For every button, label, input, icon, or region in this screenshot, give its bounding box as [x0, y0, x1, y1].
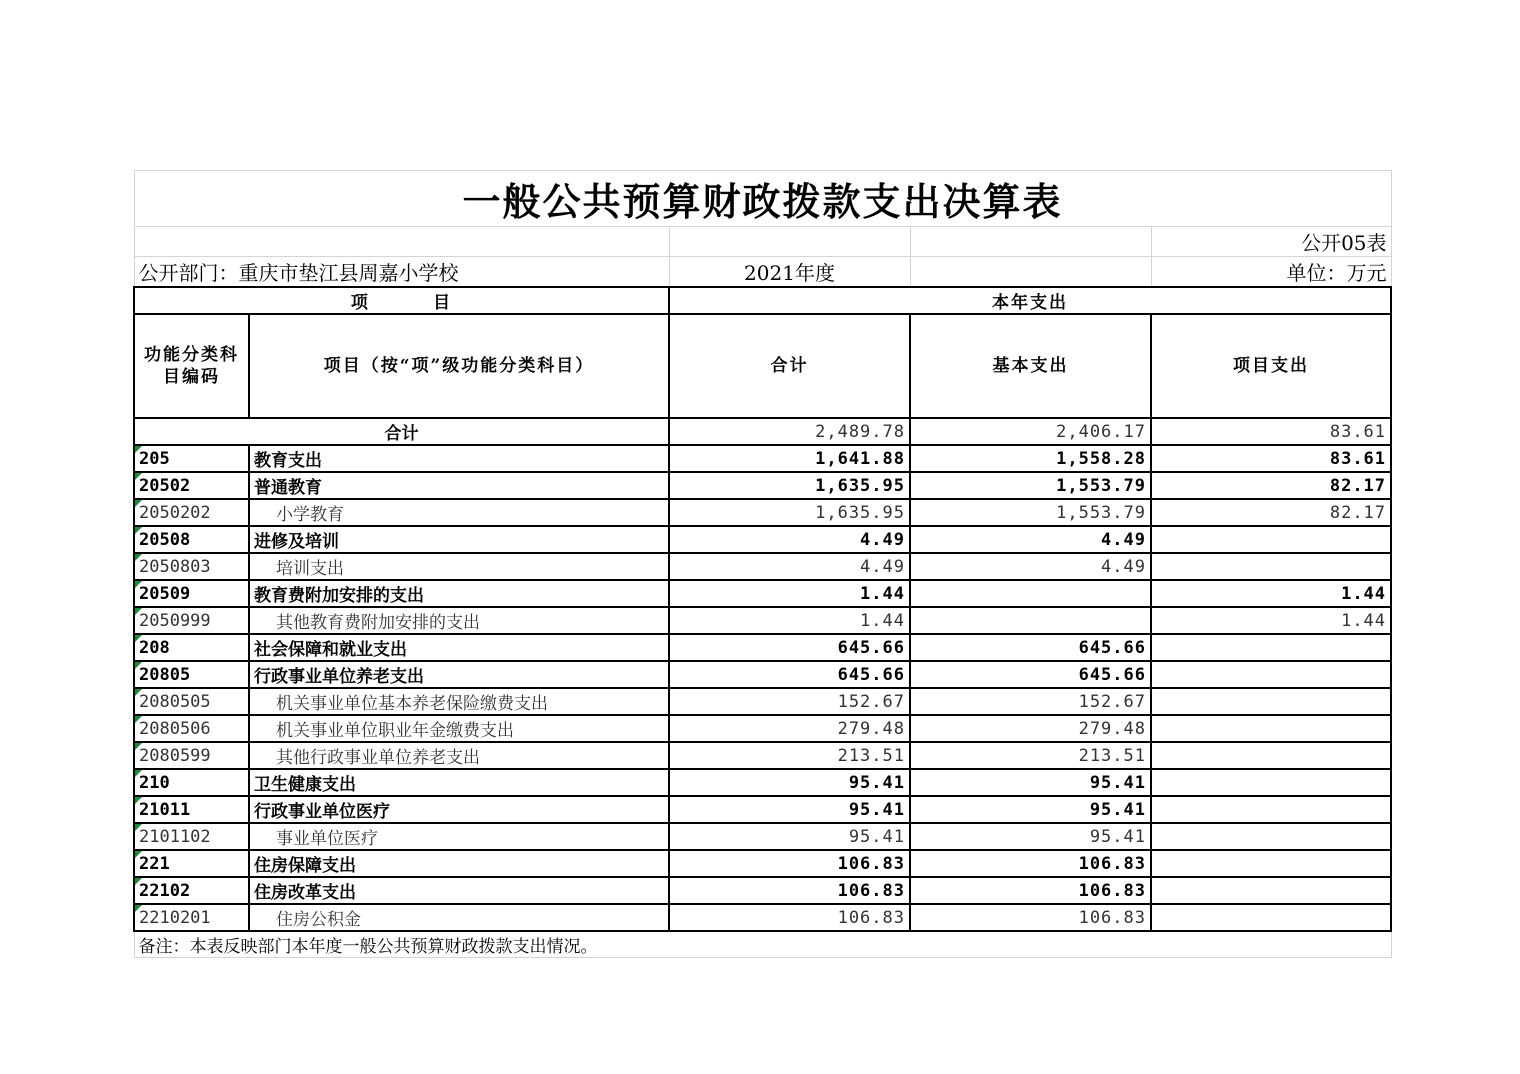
table-row: [134, 553, 1391, 580]
row-total: 1,635.95: [669, 499, 910, 526]
row-code: 20509: [134, 580, 249, 607]
table-row: [134, 850, 1391, 877]
cell-marker-icon: [135, 608, 142, 615]
table-row: [134, 796, 1391, 823]
row-total: 213.51: [669, 742, 910, 769]
header-total: 合计: [669, 314, 910, 418]
row-total: 1,641.88: [669, 445, 910, 472]
footnote: 备注：本表反映部门本年度一般公共预算财政拨款支出情况。: [134, 931, 1391, 958]
row-name: 其他行政事业单位养老支出: [249, 742, 669, 769]
row-code: 208: [134, 634, 249, 661]
row-name: 教育费附加安排的支出: [249, 580, 669, 607]
row-name: 住房保障支出: [249, 850, 669, 877]
table-row: [134, 769, 1391, 796]
row-basic: 645.66: [910, 634, 1151, 661]
row-basic: 1,553.79: [910, 472, 1151, 499]
total-sum: 2,489.78: [669, 418, 910, 445]
row-project: 83.61: [1151, 445, 1391, 472]
cell-marker-icon: [135, 689, 142, 696]
cell-marker-icon: [135, 905, 142, 912]
row-name: 培训支出: [249, 553, 669, 580]
blank-cell: [910, 257, 1151, 288]
budget-table: [133, 170, 1392, 958]
table-row: [134, 715, 1391, 742]
row-project: [1151, 877, 1391, 904]
row-code: 210: [134, 769, 249, 796]
table-row: [134, 445, 1391, 472]
row-basic: 106.83: [910, 877, 1151, 904]
row-project: [1151, 634, 1391, 661]
row-basic: 213.51: [910, 742, 1151, 769]
row-project: [1151, 715, 1391, 742]
row-code: 2080506: [134, 715, 249, 742]
row-project: [1151, 769, 1391, 796]
department-label: 公开部门：重庆市垫江县周嘉小学校: [134, 257, 669, 288]
table-row: [134, 580, 1391, 607]
row-basic: [910, 607, 1151, 634]
row-total: 95.41: [669, 769, 910, 796]
row-project: [1151, 796, 1391, 823]
table-row: [134, 472, 1391, 499]
row-total: 106.83: [669, 850, 910, 877]
table-number: 公开05表: [1151, 227, 1391, 257]
blank-cell: [134, 227, 669, 257]
row-code: 2080599: [134, 742, 249, 769]
cell-marker-icon: [135, 662, 142, 669]
row-name: 小学教育: [249, 499, 669, 526]
row-name: 行政事业单位医疗: [249, 796, 669, 823]
row-basic: 95.41: [910, 796, 1151, 823]
row-name: 机关事业单位基本养老保险缴费支出: [249, 688, 669, 715]
cell-marker-icon: [135, 716, 142, 723]
row-total: 645.66: [669, 661, 910, 688]
total-project: 83.61: [1151, 418, 1391, 445]
row-project: 1.44: [1151, 607, 1391, 634]
row-basic: 279.48: [910, 715, 1151, 742]
row-project: [1151, 904, 1391, 931]
row-project: [1151, 823, 1391, 850]
row-basic: 95.41: [910, 769, 1151, 796]
row-total: 1.44: [669, 607, 910, 634]
cell-marker-icon: [135, 797, 142, 804]
header-item-group: 项 目: [134, 287, 669, 314]
row-total: 95.41: [669, 823, 910, 850]
row-project: 82.17: [1151, 499, 1391, 526]
row-total: 152.67: [669, 688, 910, 715]
row-basic: 95.41: [910, 823, 1151, 850]
row-code: 22102: [134, 877, 249, 904]
row-name: 住房改革支出: [249, 877, 669, 904]
row-total: 645.66: [669, 634, 910, 661]
row-project: [1151, 553, 1391, 580]
row-total: 95.41: [669, 796, 910, 823]
cell-marker-icon: [135, 878, 142, 885]
cell-marker-icon: [135, 554, 142, 561]
row-code: 2101102: [134, 823, 249, 850]
row-code: 221: [134, 850, 249, 877]
row-code: 20502: [134, 472, 249, 499]
page-title: 一般公共预算财政拨款支出决算表: [134, 171, 1391, 227]
row-name: 住房公积金: [249, 904, 669, 931]
cell-marker-icon: [135, 851, 142, 858]
row-basic: 1,553.79: [910, 499, 1151, 526]
row-name: 其他教育费附加安排的支出: [249, 607, 669, 634]
row-project: [1151, 661, 1391, 688]
cell-marker-icon: [135, 500, 142, 507]
cell-marker-icon: [135, 446, 142, 453]
row-basic: [910, 580, 1151, 607]
row-project: 82.17: [1151, 472, 1391, 499]
header-name: 项目（按“项”级功能分类科目）: [249, 314, 669, 418]
row-project: [1151, 688, 1391, 715]
row-basic: 106.83: [910, 904, 1151, 931]
row-code: 2080505: [134, 688, 249, 715]
row-total: 1,635.95: [669, 472, 910, 499]
row-total: 279.48: [669, 715, 910, 742]
cell-marker-icon: [135, 527, 142, 534]
row-name: 行政事业单位养老支出: [249, 661, 669, 688]
row-total: 1.44: [669, 580, 910, 607]
row-name: 教育支出: [249, 445, 669, 472]
row-total: 106.83: [669, 877, 910, 904]
row-name: 进修及培训: [249, 526, 669, 553]
table-row: [134, 526, 1391, 553]
cell-marker-icon: [135, 770, 142, 777]
table-row: [134, 607, 1391, 634]
row-name: 卫生健康支出: [249, 769, 669, 796]
row-code: 2050202: [134, 499, 249, 526]
row-basic: 4.49: [910, 526, 1151, 553]
total-label: 合计: [134, 418, 669, 445]
row-total: 106.83: [669, 904, 910, 931]
header-project: 项目支出: [1151, 314, 1391, 418]
row-code: 21011: [134, 796, 249, 823]
row-basic: 645.66: [910, 661, 1151, 688]
header-code: 功能分类科目编码: [134, 314, 249, 418]
row-project: [1151, 526, 1391, 553]
cell-marker-icon: [135, 581, 142, 588]
table-row: [134, 823, 1391, 850]
row-project: 1.44: [1151, 580, 1391, 607]
row-project: [1151, 742, 1391, 769]
row-basic: 106.83: [910, 850, 1151, 877]
row-name: 事业单位医疗: [249, 823, 669, 850]
row-total: 4.49: [669, 526, 910, 553]
row-basic: 1,558.28: [910, 445, 1151, 472]
table-row: [134, 742, 1391, 769]
row-basic: 4.49: [910, 553, 1151, 580]
fiscal-year: 2021年度: [669, 257, 910, 288]
cell-marker-icon: [135, 743, 142, 750]
row-basic: 152.67: [910, 688, 1151, 715]
row-name: 机关事业单位职业年金缴费支出: [249, 715, 669, 742]
table-row: [134, 688, 1391, 715]
table-row: [134, 877, 1391, 904]
budget-expenditure-sheet: [133, 170, 1390, 958]
row-code: 20805: [134, 661, 249, 688]
unit-label: 单位：万元: [1151, 257, 1391, 288]
table-row: [134, 499, 1391, 526]
table-row: [134, 661, 1391, 688]
row-code: 20508: [134, 526, 249, 553]
cell-marker-icon: [135, 635, 142, 642]
row-code: 2050999: [134, 607, 249, 634]
table-row: [134, 904, 1391, 931]
cell-marker-icon: [135, 824, 142, 831]
table-row: [134, 634, 1391, 661]
row-total: 4.49: [669, 553, 910, 580]
row-code: 205: [134, 445, 249, 472]
blank-cell: [669, 227, 910, 257]
row-code: 2050803: [134, 553, 249, 580]
cell-marker-icon: [135, 473, 142, 480]
row-project: [1151, 850, 1391, 877]
blank-cell: [910, 227, 1151, 257]
row-code: 2210201: [134, 904, 249, 931]
row-name: 社会保障和就业支出: [249, 634, 669, 661]
header-expense-group: 本年支出: [669, 287, 1391, 314]
header-basic: 基本支出: [910, 314, 1151, 418]
row-name: 普通教育: [249, 472, 669, 499]
total-basic: 2,406.17: [910, 418, 1151, 445]
